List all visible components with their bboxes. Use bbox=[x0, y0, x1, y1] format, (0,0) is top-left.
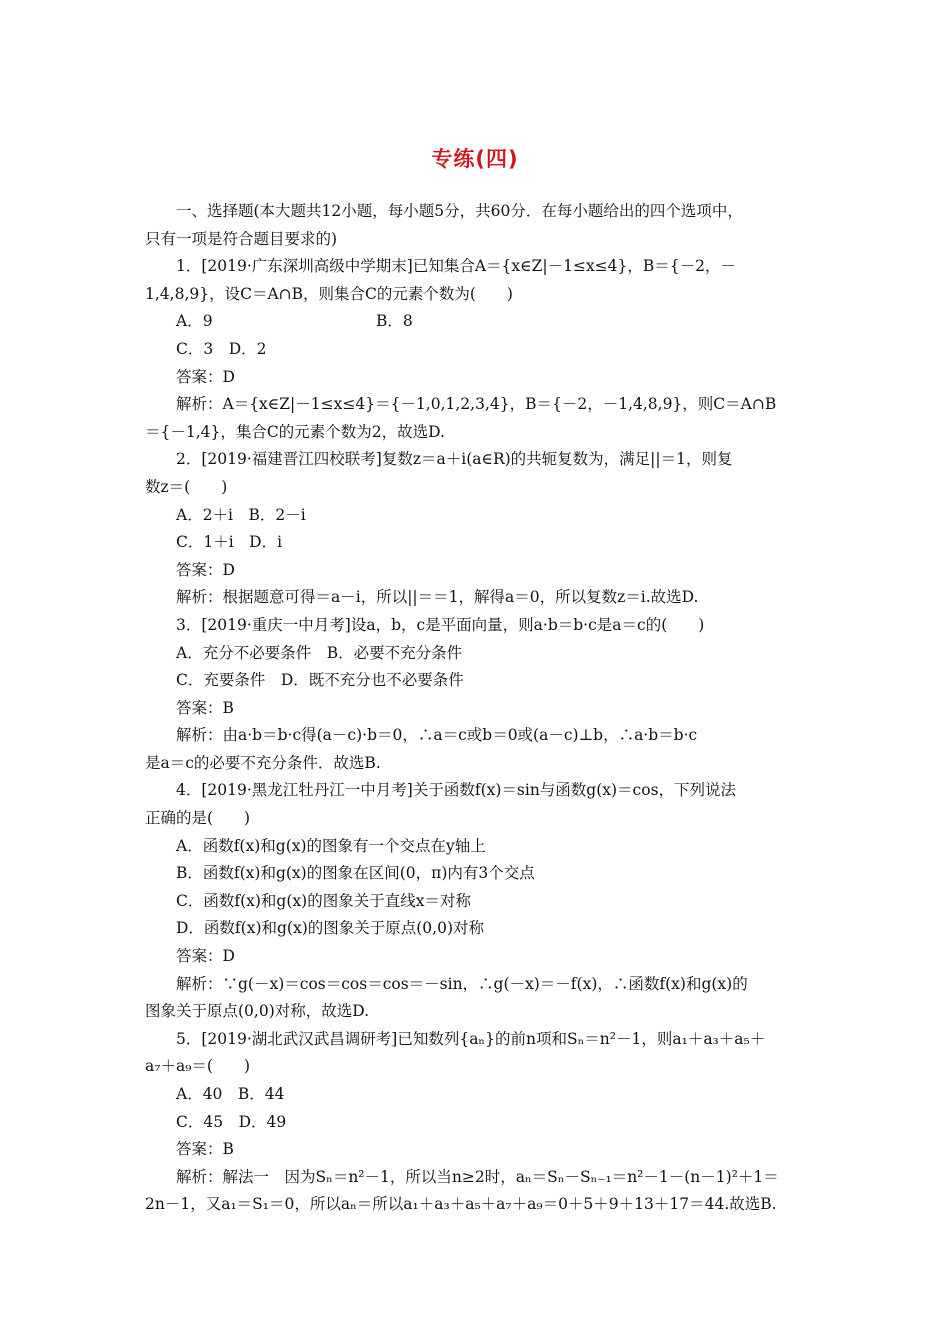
q1-analysis: 解析：A＝{x∈Z|－1≤x≤4}＝{－1,0,1,2,3,4}，B＝{－2，－1,4,8,9}，则C＝A∩B bbox=[176, 395, 777, 414]
q1-options-cd: C．3 D．2 bbox=[176, 339, 267, 358]
q2-options-cd: C．1＋i D．i bbox=[176, 533, 283, 552]
q4-option-a: A．函数f(x)和g(x)的图象有一个交点在y轴上 bbox=[176, 836, 486, 855]
q4-stem: 4．[2019·黑龙江牡丹江一中月考]关于函数f(x)＝sin与函数g(x)＝cos，下列说法 bbox=[176, 781, 737, 800]
q5-analysis: 解析：解法一 因为Sₙ＝n²－1，所以当n≥2时，aₙ＝Sₙ－Sₙ₋₁＝n²－1－(n－1)²＋1＝ bbox=[176, 1167, 779, 1186]
q5-options-cd: C．45 D．49 bbox=[176, 1112, 287, 1131]
q4-option-b: B．函数f(x)和g(x)的图象在区间(0，π)内有3个交点 bbox=[176, 864, 535, 883]
q4-stem-cont: 正确的是( ) bbox=[145, 809, 251, 828]
document-body bbox=[145, 198, 810, 1219]
q3-analysis-cont: 是a＝c的必要不充分条件．故选B. bbox=[145, 753, 381, 772]
q5-stem: 5．[2019·湖北武汉武昌调研考]已知数列{aₙ}的前n项和Sₙ＝n²－1，则a₁＋a₃＋a₅＋ bbox=[176, 1029, 766, 1048]
q3-options-cd: C．充要条件 D．既不充分也不必要条件 bbox=[176, 671, 464, 690]
q1-answer: 答案：D bbox=[176, 367, 235, 386]
q5-stem-cont: a₇＋a₉＝( ) bbox=[145, 1057, 251, 1076]
q3-options-ab: A．充分不必要条件 B．必要不充分条件 bbox=[176, 643, 463, 662]
q3-stem: 3．[2019·重庆一中月考]设a，b，c是平面向量，则a·b＝b·c是a＝c的( ) bbox=[176, 615, 705, 634]
q1-stem-cont: 1,4,8,9}，设C＝A∩B，则集合C的元素个数为( ) bbox=[145, 284, 513, 303]
section-heading-cont: 只有一项是符合题目要求的) bbox=[145, 229, 338, 248]
q1-analysis-cont: ＝{－1,4}，集合C的元素个数为2，故选D. bbox=[145, 422, 445, 441]
q4-analysis-cont: 图象关于原点(0,0)对称，故选D. bbox=[145, 1002, 370, 1021]
q1-option-b: B．8 bbox=[376, 312, 413, 331]
q1-option-a: A．9 bbox=[176, 312, 213, 331]
q2-options-ab: A．2＋i B．2－i bbox=[176, 505, 306, 524]
q5-analysis-cont: 2n－1，又a₁＝S₁＝0，所以aₙ＝所以a₁＋a₃＋a₅＋a₇＋a₉＝0＋5＋9＋13＋17＝44.故选B. bbox=[145, 1195, 777, 1214]
q1-stem: 1．[2019·广东深圳高级中学期末]已知集合A＝{x∈Z|－1≤x≤4}，B＝{－2，－ bbox=[176, 257, 737, 276]
q4-answer: 答案：D bbox=[176, 947, 235, 966]
q2-stem-cont: 数z＝( ) bbox=[145, 477, 228, 496]
q3-analysis: 解析：由a·b＝b·c得(a－c)·b＝0，∴a＝c或b＝0或(a－c)⊥b，∴a·b＝b·c bbox=[176, 726, 698, 745]
q4-option-d: D．函数f(x)和g(x)的图象关于原点(0,0)对称 bbox=[176, 919, 485, 938]
q2-stem: 2．[2019·福建晋江四校联考]复数z＝a＋i(a∈R)的共轭复数为，满足||＝1，则复 bbox=[176, 450, 733, 469]
q5-answer: 答案：B bbox=[176, 1140, 234, 1159]
q1-options-ab bbox=[145, 308, 810, 336]
q3-answer: 答案：B bbox=[176, 698, 234, 717]
q4-analysis: 解析：∵g(－x)＝cos＝cos＝cos＝－sin，∴g(－x)＝－f(x)，∴函数f(x)和g(x)的 bbox=[176, 974, 748, 993]
q4-option-c: C．函数f(x)和g(x)的图象关于直线x＝对称 bbox=[176, 891, 471, 910]
section-heading: 一、选择题(本大题共12小题，每小题5分，共60分．在每小题给出的四个选项中， bbox=[176, 202, 743, 220]
q5-options-ab: A．40 B．44 bbox=[176, 1085, 285, 1103]
q2-analysis: 解析：根据题意可得＝a－i，所以||＝＝1，解得a＝0，所以复数z＝i.故选D. bbox=[176, 588, 699, 607]
q2-answer: 答案：D bbox=[176, 560, 235, 579]
page-title: 专练(四) bbox=[431, 147, 519, 171]
